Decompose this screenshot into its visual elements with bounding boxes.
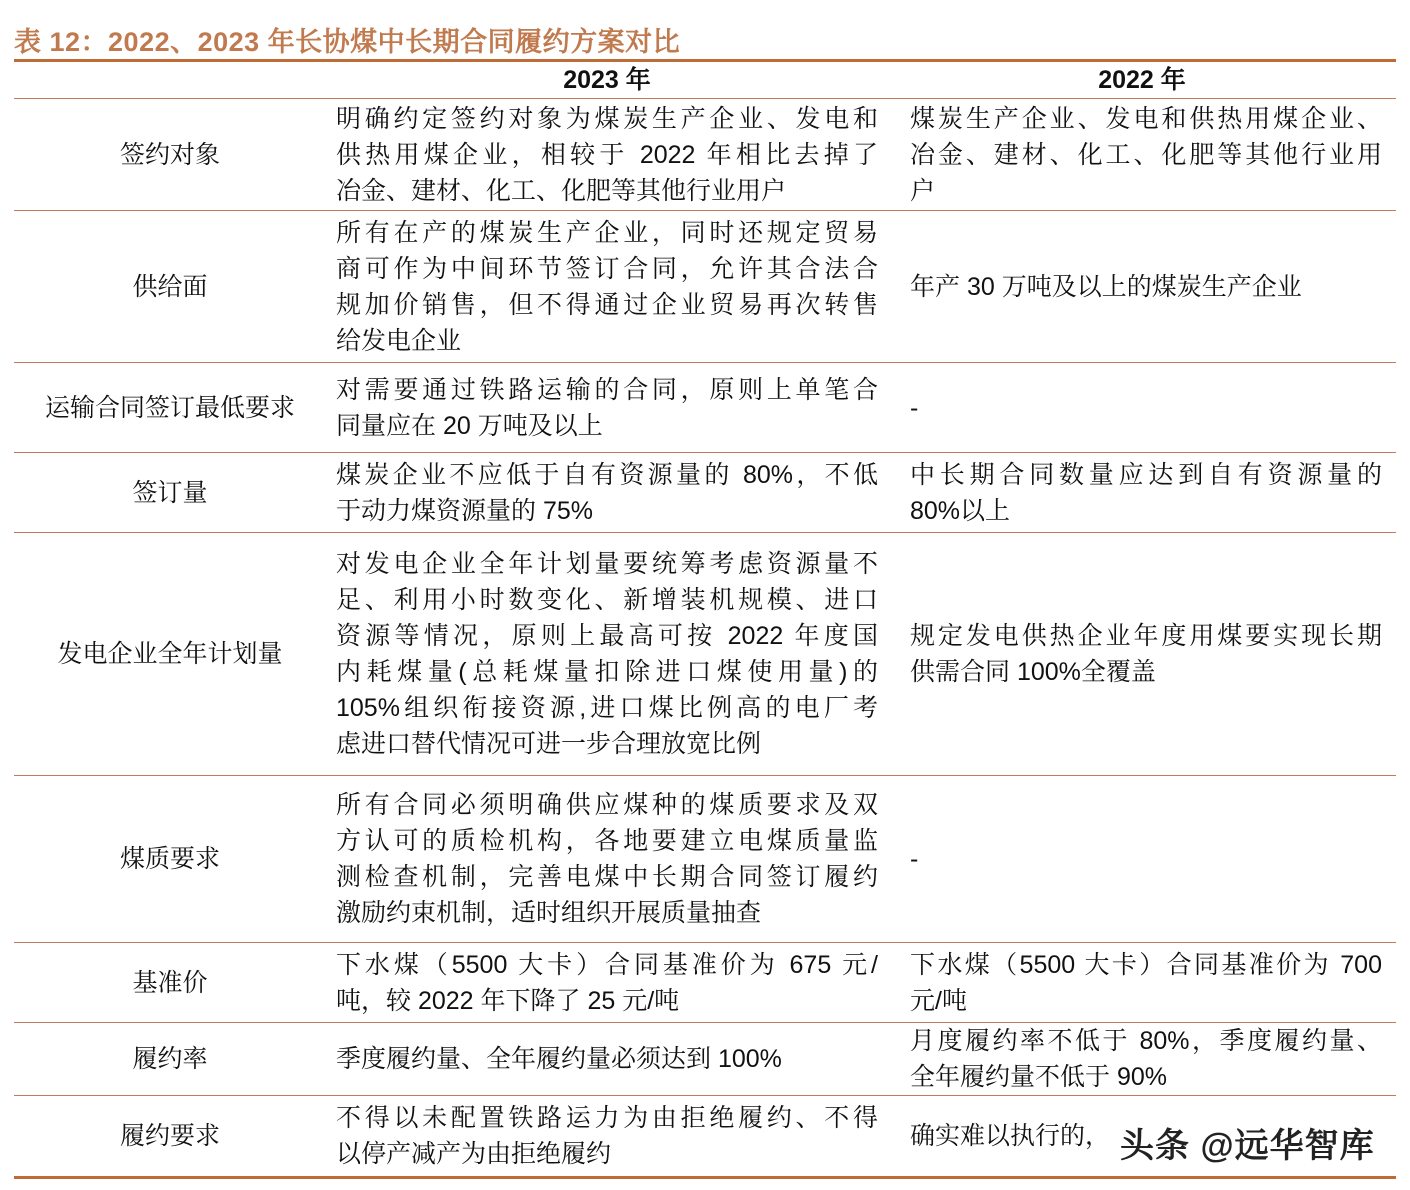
cell-line: 足、利用小时数变化、新增装机规模、进口 — [336, 586, 878, 614]
row-label: 履约率 — [14, 1023, 326, 1096]
cell-line: 供需合同 100%全覆盖 — [910, 658, 1156, 686]
row-label: 运输合同签订最低要求 — [14, 363, 326, 453]
table-row — [14, 533, 1396, 776]
header-row — [14, 62, 1396, 99]
header-2023: 2023 年 — [326, 62, 888, 99]
table-row — [14, 453, 1396, 533]
cell-line: 于动力煤资源量的 75% — [336, 496, 593, 525]
cell-line: 规定发电供热企业年度用煤要实现长期 — [910, 622, 1382, 650]
comparison-table — [14, 62, 1396, 1179]
row-label: 基准价 — [14, 943, 326, 1023]
cell-line: 不得以未配置铁路运力为由拒绝履约、不得 — [336, 1104, 878, 1132]
table-row — [14, 1023, 1396, 1096]
table-row — [14, 211, 1396, 363]
cell-2023 — [326, 453, 888, 533]
row-label: 签约对象 — [14, 99, 326, 211]
cell-line: 下水煤（5500 大卡）合同基准价为 700 — [910, 950, 1382, 979]
cell-2022 — [888, 211, 1396, 363]
row-label: 发电企业全年计划量 — [14, 533, 326, 776]
cell-2023 — [326, 1023, 888, 1096]
cell-line: 所有在产的煤炭生产企业，同时还规定贸易 — [336, 218, 878, 247]
watermark: 头条 @远华智库 — [1120, 1127, 1375, 1165]
cell-line: 户 — [910, 176, 936, 205]
cell-line: 对需要通过铁路运输的合同，原则上单笔合 — [336, 375, 878, 404]
table-row — [14, 943, 1396, 1023]
cell-line: 测检查机制，完善电煤中长期合同签订履约 — [336, 863, 878, 891]
cell-line: 冶金、建材、化工、化肥等其他行业用户 — [336, 176, 787, 205]
cell-line: 全年履约量不低于 90% — [910, 1063, 1167, 1091]
cell-line: 方认可的质检机构，各地要建立电煤质量监 — [336, 827, 878, 855]
cell-line: 吨，较 2022 年下降了 25 元/吨 — [336, 986, 680, 1015]
cell-line: 对发电企业全年计划量要统筹考虑资源量不 — [336, 550, 878, 578]
cell-line: 商可作为中间环节签订合同，允许其合法合 — [336, 254, 878, 283]
cell-line: 确实难以执行的， — [910, 1122, 1111, 1150]
cell-2023 — [326, 211, 888, 363]
row-label: 煤质要求 — [14, 776, 326, 943]
cell-2022 — [888, 99, 1396, 211]
table-row — [14, 99, 1396, 211]
cell-2023 — [326, 99, 888, 211]
row-label: 履约要求 — [14, 1096, 326, 1178]
cell-line: 煤炭企业不应低于自有资源量的 80%，不低 — [336, 460, 878, 489]
cell-2023 — [326, 533, 888, 776]
row-label: 签订量 — [14, 453, 326, 533]
cell-line: 中长期合同数量应达到自有资源量的 — [910, 460, 1382, 489]
cell-line: 年产 30 万吨及以上的煤炭生产企业 — [910, 272, 1302, 301]
cell-2022 — [888, 533, 1396, 776]
cell-line: 季度履约量、全年履约量必须达到 100% — [336, 1045, 782, 1073]
cell-2022 — [888, 776, 1396, 943]
cell-2022 — [888, 363, 1396, 453]
cell-line: 105%组织衔接资源,进口煤比例高的电厂考 — [336, 694, 878, 722]
cell-line: 元/吨 — [910, 986, 967, 1015]
cell-2022 — [888, 943, 1396, 1023]
header-label — [14, 62, 326, 99]
table-row — [14, 363, 1396, 453]
cell-line: 供热用煤企业，相较于 2022 年相比去掉了 — [336, 140, 878, 169]
cell-2023 — [326, 1096, 888, 1178]
cell-line: 冶金、建材、化工、化肥等其他行业用 — [910, 140, 1382, 169]
cell-line: 80%以上 — [910, 496, 1011, 525]
cell-line: 同量应在 20 万吨及以上 — [336, 411, 603, 440]
cell-2022 — [888, 1023, 1396, 1096]
cell-line: 月度履约率不低于 80%，季度履约量、 — [910, 1027, 1382, 1055]
header-2022: 2022 年 — [888, 62, 1396, 99]
cell-line: 所有合同必须明确供应煤种的煤质要求及双 — [336, 791, 878, 819]
cell-2023 — [326, 776, 888, 943]
cell-line: - — [910, 845, 919, 873]
row-label: 供给面 — [14, 211, 326, 363]
cell-line: 资源等情况，原则上最高可按 2022 年度国 — [336, 622, 878, 650]
cell-line: 以停产减产为由拒绝履约 — [336, 1140, 612, 1168]
cell-line: 激励约束机制，适时组织开展质量抽查 — [336, 899, 762, 927]
cell-line: 下水煤（5500 大卡）合同基准价为 675 元/ — [336, 950, 878, 979]
cell-2023 — [326, 363, 888, 453]
table-title: 表 12：2022、2023 年长协煤中长期合同履约方案对比 — [14, 27, 681, 57]
table-row — [14, 776, 1396, 943]
cell-line: - — [910, 393, 919, 422]
cell-line: 虑进口替代情况可进一步合理放宽比例 — [336, 730, 762, 758]
cell-line: 煤炭生产企业、发电和供热用煤企业、 — [910, 104, 1382, 133]
cell-2023 — [326, 943, 888, 1023]
cell-2022 — [888, 453, 1396, 533]
cell-line: 内耗煤量(总耗煤量扣除进口煤使用量)的 — [336, 658, 878, 686]
cell-line: 明确约定签约对象为煤炭生产企业、发电和 — [336, 104, 878, 133]
cell-line: 规加价销售，但不得通过企业贸易再次转售 — [336, 290, 878, 319]
cell-line: 给发电企业 — [336, 326, 462, 355]
